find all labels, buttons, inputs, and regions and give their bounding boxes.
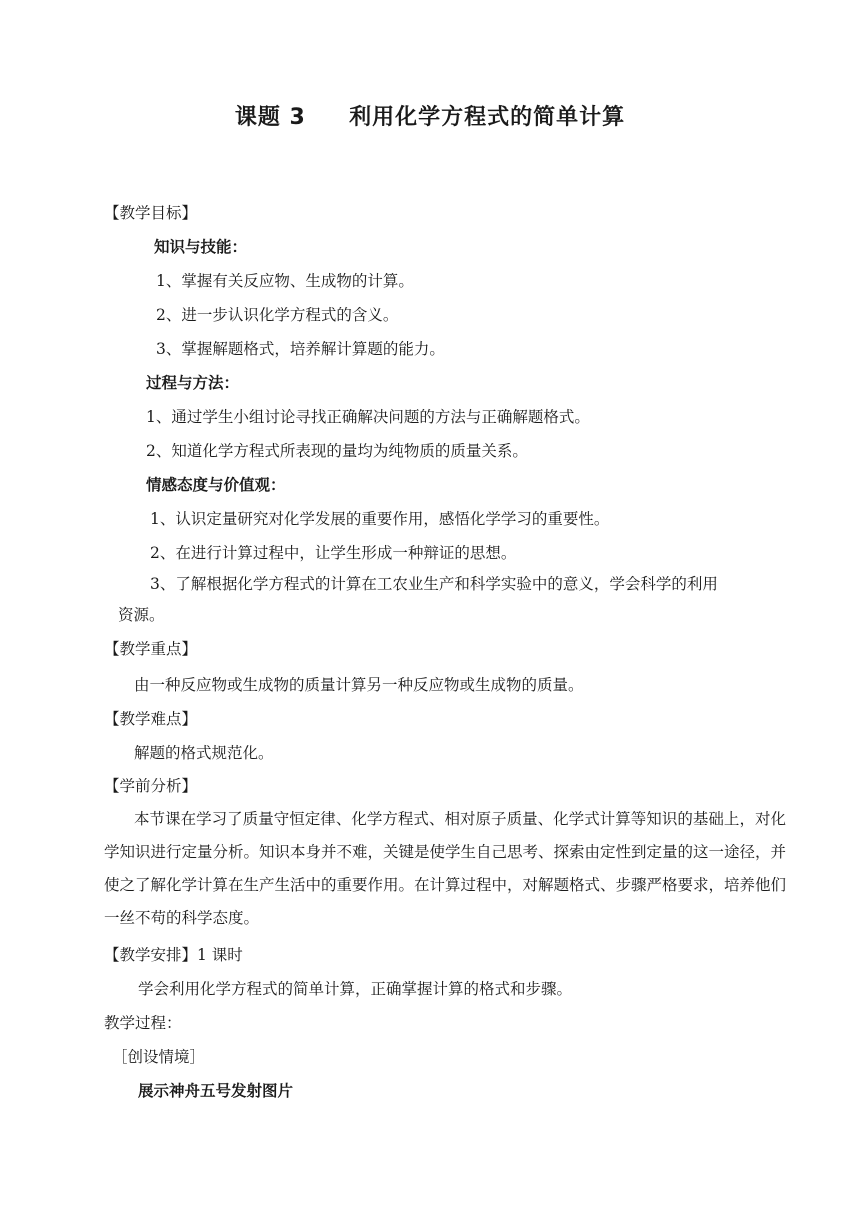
scenario-heading: ［创设情境］ <box>112 1048 206 1066</box>
difficulty-text: 解题的格式规范化。 <box>134 744 274 762</box>
teaching-process-label: 教学过程： <box>104 1014 182 1032</box>
difficulty-heading: 【教学难点】 <box>104 710 198 728</box>
knowledge-item-2: 2、进一步认识化学方程式的含义。 <box>156 306 399 324</box>
emotion-item-3-continued: 资源。 <box>118 606 165 624</box>
process-item-1: 1、通过学生小组讨论寻找正确解决问题的方法与正确解题格式。 <box>146 408 590 426</box>
analysis-text: 本节课在学习了质量守恒定律、化学方程式、相对原子质量、化学式计算等知识的基础上，对化学知识进行定量分析。知识本身并不难，关键是使学生自己思考、探索由定性到定量的这一途径，并使之了解化学计算在生产生活中的重要作用。在计算过程中，对解题格式、步骤严格要求，培养他们一丝不苟的科学态度。 <box>104 810 787 927</box>
teaching-goals-heading: 【教学目标】 <box>104 204 198 222</box>
knowledge-item-1: 1、掌握有关反应物、生成物的计算。 <box>156 272 414 290</box>
knowledge-item-3: 3、掌握解题格式，培养解计算题的能力。 <box>156 340 445 358</box>
analysis-heading: 【学前分析】 <box>104 777 198 795</box>
knowledge-skills-heading: 知识与技能： <box>154 238 248 256</box>
process-item-2: 2、知道化学方程式所表现的量均为纯物质的质量关系。 <box>146 442 528 460</box>
key-point-heading: 【教学重点】 <box>104 640 198 658</box>
process-methods-heading: 过程与方法： <box>146 374 240 392</box>
emotion-values-heading: 情感态度与价值观： <box>146 476 286 494</box>
arrangement-text: 学会利用化学方程式的简单计算，正确掌握计算的格式和步骤。 <box>138 980 573 998</box>
page-title: 课题 3 利用化学方程式的简单计算 <box>234 105 626 130</box>
emotion-item-1: 1、认识定量研究对化学发展的重要作用，感悟化学学习的重要性。 <box>150 510 610 528</box>
scenario-text: 展示神舟五号发射图片 <box>138 1082 294 1100</box>
key-point-text: 由一种反应物或生成物的质量计算另一种反应物或生成物的质量。 <box>134 676 584 694</box>
arrangement-heading <box>104 944 243 966</box>
emotion-item-2: 2、在进行计算过程中，让学生形成一种辩证的思想。 <box>150 544 517 562</box>
arrangement-heading-label: 【教学安排】 <box>104 946 198 964</box>
emotion-item-3: 3、了解根据化学方程式的计算在工农业生产和科学实验中的意义，学会科学的利用 <box>150 575 718 593</box>
arrangement-hours: 1 课时 <box>197 946 243 964</box>
